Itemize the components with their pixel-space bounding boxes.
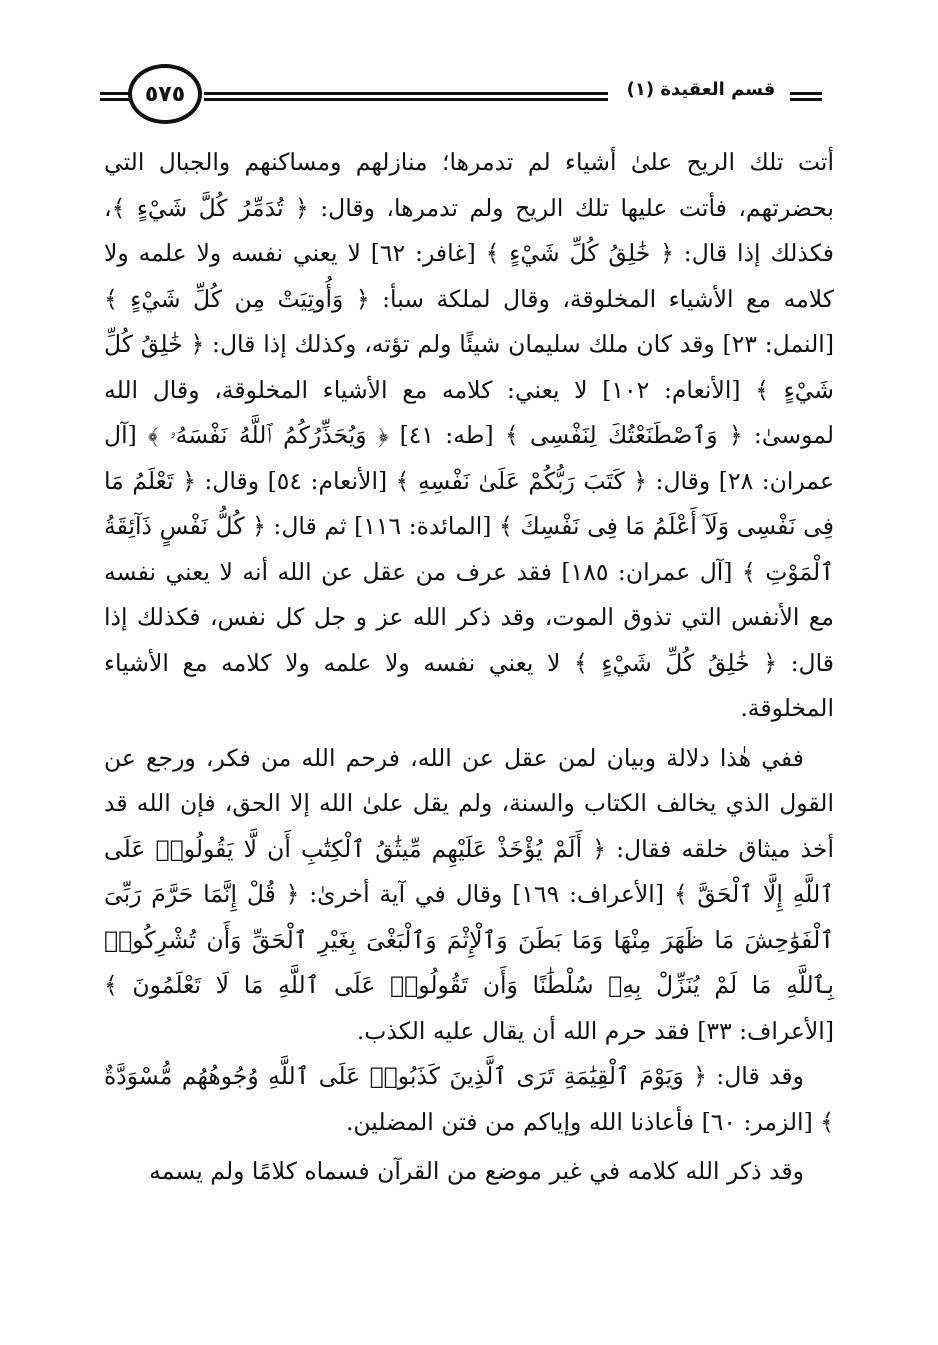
paragraph-3: وقد قال: ﴿ وَيَوْمَ ٱلْقِيَٰمَةِ تَرَى ٱلَّذِينَ كَذَبُوا۟ عَلَى ٱللَّهِ وُجُوهُهُم مُّسْوَدَّةٌ ﴾ [الزمر: ٦٠] فأعاذنا الله وإياكم من فتن المضلين. — [104, 1062, 834, 1136]
paragraph-1: أتت تلك الريح علىٰ أشياء لم تدمرها؛ منازلهم ومساكنهم والجبال التي بحضرتهم، فأتت عليها تلك الريح ولم تدمرها، وقال: ﴿ تُدَمِّرُ كُلَّ شَيْءٍ ﴾، فكذلك إذا قال: ﴿ خَٰلِقُ كُلِّ شَيْءٍ ﴾ [غافر: ٦٢] لا يعني نفسه ولا علمه ولا كلامه مع الأشياء المخلوقة، وقال لملكة سبأ: ﴿ وَأُوتِيَتْ مِن كُلِّ شَيْءٍ ﴾ [النمل: ٢٣] وقد كان ملك سليمان شيئًا ولم تؤته، وكذلك إذا قال: ﴿ خَٰلِقُ كُلِّ شَيْءٍ ﴾ [الأنعام: ١٠٢] لا يعني: كلامه مع الأشياء المخلوقة، وقال الله لموسىٰ: ﴿ وَٱصْطَنَعْتُكَ لِنَفْسِى ﴾ [طه: ٤١] ﴿ وَيُحَذِّرُكُمُ ٱللَّهُ نَفْسَهُۥ ﴾ [آل عمران: ٢٨] وقال: ﴿ كَتَبَ رَبُّكُمْ عَلَىٰ نَفْسِهِ ﴾ [الأنعام: ٥٤] وقال: ﴿ تَعْلَمُ مَا فِى نَفْسِى وَلَآ أَعْلَمُ مَا فِى نَفْسِكَ ﴾ [المائدة: ١١٦] ثم قال: ﴿ كُلُّ نَفْسٍ ذَآئِقَةُ ٱلْمَوْتِ ﴾ [آل عمران: ١٨٥] فقد عرف من عقل عن الله أنه لا يعني نفسه مع الأنفس التي تذوق الموت، وقد ذكر الله عز و جل كل نفس، فكذلك إذا قال: ﴿ خَٰلِقُ كُلِّ شَيْءٍ ﴾ لا يعني نفسه ولا علمه ولا كلامه مع الأشياء المخلوقة. — [104, 148, 834, 722]
page-number: ٥٧٥ — [128, 64, 202, 124]
header-rule — [204, 92, 608, 95]
paragraph-2: ففي هٰذا دلالة وبيان لمن عقل عن الله، فرحم الله من فكر، ورجع عن القول الذي يخالف الكتاب والسنة، ولم يقل علىٰ الله إلا الحق، فإن الله قد أخذ ميثاق خلقه فقال: ﴿ أَلَمْ يُؤْخَذْ عَلَيْهِم مِّيثَٰقُ ٱلْكِتَٰبِ أَن لَّا يَقُولُوا۟ عَلَى ٱللَّهِ إِلَّا ٱلْحَقَّ ﴾ [الأعراف: ١٦٩] وقال في آية أخرىٰ: ﴿ قُلْ إِنَّمَا حَرَّمَ رَبِّىَ ٱلْفَوَٰحِشَ مَا ظَهَرَ مِنْهَا وَمَا بَطَنَ وَٱلْإِثْمَ وَٱلْبَغْىَ بِغَيْرِ ٱلْحَقِّ وَأَن تُشْرِكُوا۟ بِٱللَّهِ مَا لَمْ يُنَزِّلْ بِهِۦ سُلْطَٰنًا وَأَن تَقُولُوا۟ عَلَى ٱللَّهِ مَا لَا تَعْلَمُونَ ﴾ [الأعراف: ٣٣] فقد حرم الله أن يقال عليه الكذب. — [104, 743, 834, 1045]
header-rule — [790, 92, 822, 95]
running-title: قسم العقيدة (١) — [626, 79, 776, 100]
paragraph-4: وقد ذكر الله كلامه في غير موضع من القرآن فسماه كلامًا ولم يسمه — [149, 1157, 804, 1185]
header-rule — [100, 98, 130, 101]
page-body — [104, 140, 834, 1195]
page-header — [100, 64, 822, 130]
header-rule — [100, 92, 130, 95]
header-rule — [204, 98, 608, 101]
header-rule — [790, 98, 822, 101]
